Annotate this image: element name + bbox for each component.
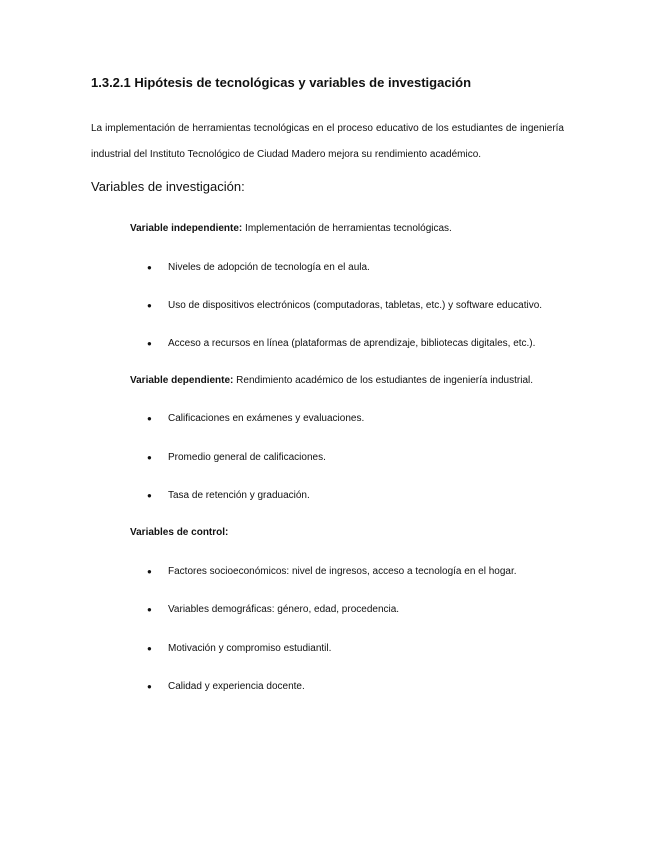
list-item-text: Niveles de adopción de tecnología en el aula. (168, 262, 370, 273)
list-item-text: Variables demográficas: género, edad, procedencia. (168, 604, 400, 615)
list-item (147, 680, 305, 694)
bullet-icon: ● (147, 414, 152, 423)
list-item-text: Calificaciones en exámenes y evaluaciones. (168, 413, 365, 424)
list-item (147, 489, 310, 503)
independent-variable-line (130, 222, 452, 236)
bullet-icon: ● (147, 567, 152, 576)
list-item-text: Uso de dispositivos electrónicos (computadoras, tabletas, etc.) y software educativo. (168, 300, 543, 311)
bullet-icon: ● (147, 491, 152, 500)
bullet-icon: ● (147, 682, 152, 691)
list-item (147, 299, 542, 313)
independent-variable-label: Variable independiente: (130, 223, 243, 234)
independent-variable-description: Implementación de herramientas tecnológicas. (245, 223, 452, 234)
list-item-text: Factores socioeconómicos: nivel de ingresos, acceso a tecnología en el hogar. (168, 566, 517, 577)
dependent-variable-description: Rendimiento académico de los estudiantes de ingeniería industrial. (236, 375, 534, 386)
control-variables-label: Variables de control: (130, 527, 229, 538)
bullet-icon: ● (147, 263, 152, 272)
bullet-icon: ● (147, 453, 152, 462)
list-item-text: Acceso a recursos en línea (plataformas de aprendizaje, bibliotecas digitales, etc.). (168, 338, 536, 349)
control-variables-line (130, 526, 228, 540)
section-heading: 1.3.2.1 Hipótesis de tecnológicas y variables de investigación (91, 75, 472, 90)
dependent-variable-label: Variable dependiente: (130, 375, 234, 386)
list-item (147, 451, 326, 465)
bullet-icon: ● (147, 605, 152, 614)
list-item-text: Calidad y experiencia docente. (168, 681, 305, 692)
list-item (147, 565, 517, 579)
list-item-text: Motivación y compromiso estudiantil. (168, 643, 332, 654)
bullet-icon: ● (147, 644, 152, 653)
bullet-icon: ● (147, 339, 152, 348)
list-item (147, 412, 364, 426)
list-item-text: Promedio general de calificaciones. (168, 452, 326, 463)
bullet-icon: ● (147, 301, 152, 310)
list-item-text: Tasa de retención y graduación. (168, 490, 310, 501)
hypothesis-paragraph: La implementación de herramientas tecnológicas en el proceso educativo de los estudiantes de ingeniería industrial del Instituto Tecnológico de Ciudad Madero mejora su rendimiento académico. (91, 123, 564, 160)
list-item (147, 603, 399, 617)
dependent-variable-line (130, 374, 533, 388)
list-item (147, 261, 370, 275)
list-item (147, 642, 331, 656)
variables-heading: Variables de investigación: (91, 179, 245, 194)
list-item (147, 337, 535, 351)
